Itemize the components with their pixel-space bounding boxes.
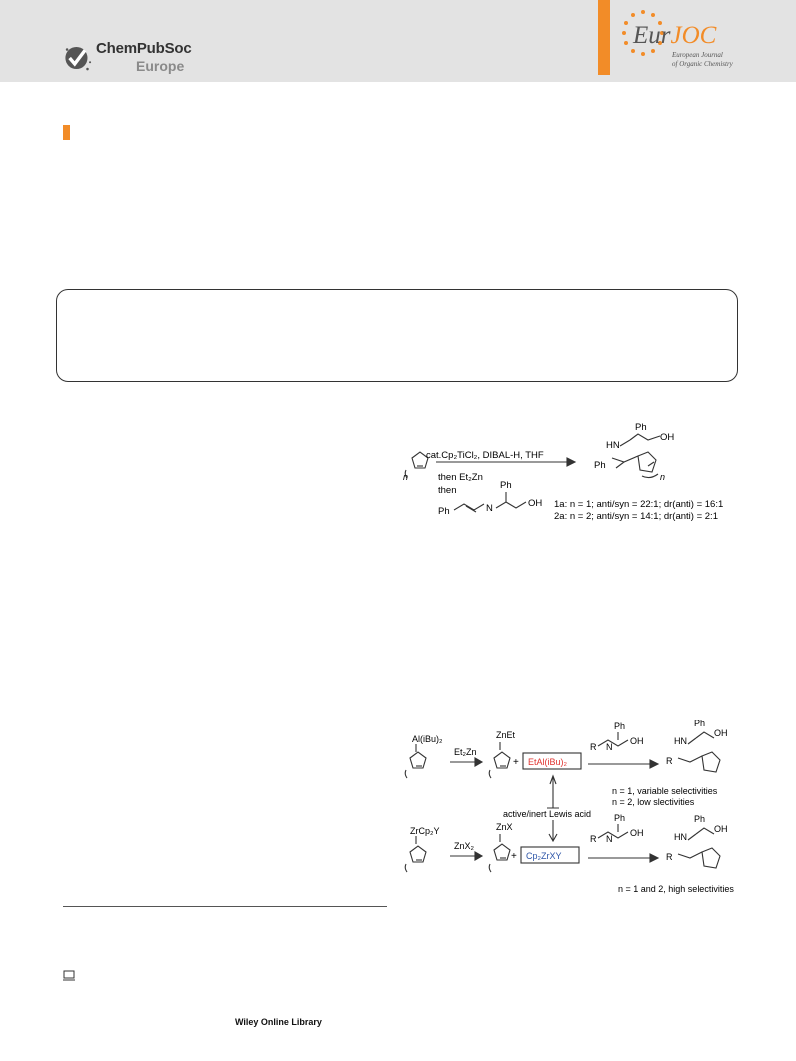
reagents-text: cat.Cp₂TiCl₂, DIBAL-H, THF xyxy=(426,450,544,461)
journal-subtitle-1: European Journal xyxy=(672,51,723,59)
lewis-acid-label: active/inert Lewis acid xyxy=(503,809,592,819)
journal-logo-joc: JOC xyxy=(670,22,717,49)
then-et2zn: then Et₂Zn xyxy=(438,472,483,483)
publisher-region: Europe xyxy=(136,58,185,74)
journal-accent-bar xyxy=(598,0,610,75)
imine-ph-top: Ph xyxy=(614,721,626,731)
product-hn: HN xyxy=(606,440,620,451)
journal-logo-eur: Eur xyxy=(633,22,671,49)
result-2a: 2a: n = 2; anti/syn = 14:1; dr(anti) = 2:1 xyxy=(554,511,718,522)
plus-top: + xyxy=(513,757,519,768)
imine-ph: Ph xyxy=(438,506,450,517)
product-ph-left: Ph xyxy=(594,460,606,471)
product-ph-top: Ph xyxy=(635,422,647,433)
etal-box-text: EtAl(iBu)₂ xyxy=(528,757,568,767)
ring-size-n: n xyxy=(403,472,409,482)
prod-ph-top: Ph xyxy=(694,720,706,728)
wiley-online-library: Wiley Online Library xyxy=(235,1017,322,1027)
znet-label: ZnEt xyxy=(496,730,516,740)
supporting-info-icon xyxy=(63,970,75,982)
znx2-reagent: ZnX₂ xyxy=(454,841,474,851)
chempubsoc-logo-icon xyxy=(62,38,96,78)
et2zn-reagent: Et₂Zn xyxy=(454,747,477,757)
imine-r-bottom: R xyxy=(590,834,597,844)
prod-oh-top: OH xyxy=(714,728,728,738)
znx-label: ZnX xyxy=(496,822,513,832)
footnote-rule xyxy=(63,906,387,907)
product-oh: OH xyxy=(660,432,675,443)
cpzr-box-text: Cp₂ZrXY xyxy=(526,851,562,861)
journal-logo xyxy=(633,22,716,50)
scheme-1 xyxy=(398,418,738,528)
scheme-2 xyxy=(398,720,738,900)
page-header xyxy=(0,0,796,82)
abstract-box xyxy=(56,289,738,382)
prod-hn-bottom: HN xyxy=(674,832,687,842)
imine-n-bottom: N xyxy=(606,834,613,844)
prod-ph-bottom: Ph xyxy=(694,814,706,824)
journal-subtitle-2: of Organic Chemistry xyxy=(672,60,733,68)
imine-n-top: N xyxy=(606,742,613,752)
low-selectivities: n = 2, low slectivities xyxy=(612,797,695,807)
publisher-name: ChemPubSoc xyxy=(96,40,192,57)
imine-ph-top: Ph xyxy=(500,480,512,491)
imine-ph-bottom: Ph xyxy=(614,813,626,823)
imine-r-top: R xyxy=(590,742,597,752)
prod-hn-top: HN xyxy=(674,736,687,746)
imine-n: N xyxy=(486,503,493,514)
product-n: n xyxy=(660,472,666,482)
zr-reagent: ZrCp₂Y xyxy=(410,826,440,836)
imine-oh-top: OH xyxy=(630,736,644,746)
al-reagent: Al(iBu)₂ xyxy=(412,734,443,744)
result-1a: 1a: n = 1; anti/syn = 22:1; dr(anti) = 16:1 xyxy=(554,499,724,510)
prod-oh-bottom: OH xyxy=(714,824,728,834)
high-selectivities: n = 1 and 2, high selectivities xyxy=(618,884,734,894)
prod-r-bottom: R xyxy=(666,852,673,862)
imine-oh-bottom: OH xyxy=(630,828,644,838)
then-label: then xyxy=(438,485,457,496)
plus-bottom: + xyxy=(511,851,517,862)
prod-r-top: R xyxy=(666,756,673,766)
section-marker xyxy=(63,125,70,140)
imine-oh: OH xyxy=(528,498,543,509)
variable-selectivities: n = 1, variable selectivities xyxy=(612,786,718,796)
